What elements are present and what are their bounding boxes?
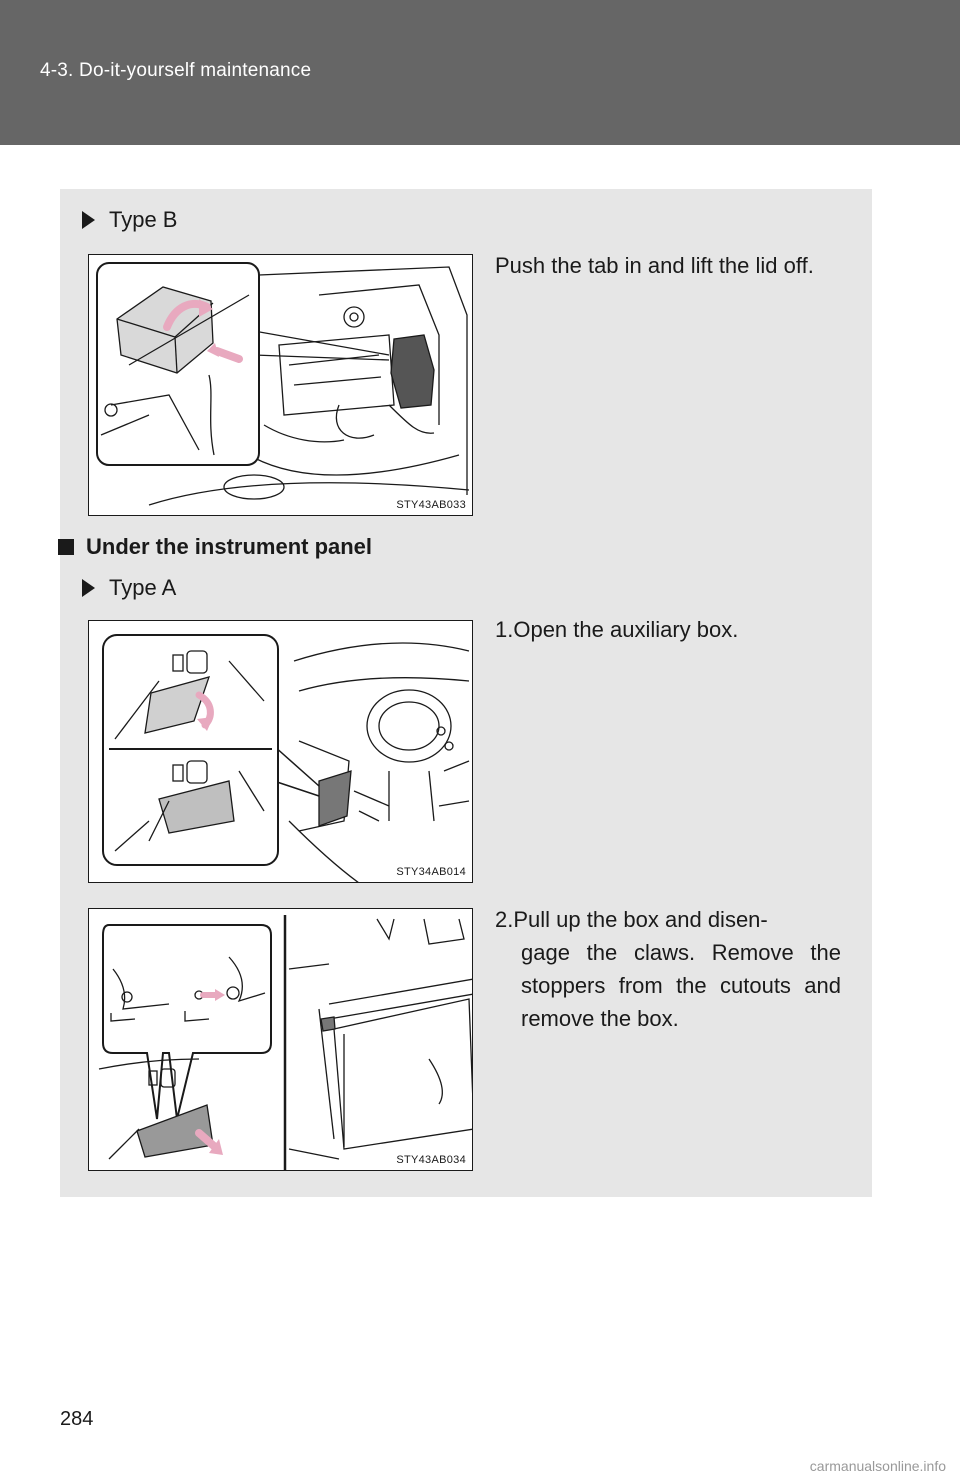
triangle-bullet-icon <box>82 211 95 229</box>
type-a-text: Type A <box>109 575 177 600</box>
triangle-bullet-icon <box>82 579 95 597</box>
page-header <box>0 0 960 145</box>
step-2-line-1: 2.Pull up the box and disen- <box>495 907 768 932</box>
section-heading-text: Under the instrument panel <box>86 534 373 559</box>
type-b-label <box>82 207 177 233</box>
section-heading <box>58 534 372 560</box>
fuse-box-type-b-illustration <box>88 254 473 516</box>
figure-code: STY43AB034 <box>396 1154 466 1166</box>
step-2 <box>495 903 841 1035</box>
watermark: carmanualsonline.info <box>809 1458 946 1474</box>
remove-box-illustration <box>88 908 473 1171</box>
page-number: 284 <box>60 1408 94 1430</box>
dashboard-drawing <box>89 621 473 883</box>
type-a-label <box>82 575 176 601</box>
glove-box-drawing <box>89 909 473 1171</box>
type-b-text: Type B <box>109 207 178 232</box>
section-title: 4-3. Do-it-yourself maintenance <box>40 60 312 81</box>
auxiliary-box-open-illustration <box>88 620 473 883</box>
figure-code: STY34AB014 <box>396 866 466 878</box>
square-bullet-icon <box>58 539 74 555</box>
type-b-instruction: Push the tab in and lift the lid off. <box>495 253 814 278</box>
engine-bay-drawing <box>89 255 473 516</box>
step-1: 1.Open the auxiliary box. <box>495 617 739 642</box>
figure-code: STY43AB033 <box>396 499 466 511</box>
step-2-continuation: gage the claws. Remove the stoppers from the cutouts and remove the box. <box>521 940 841 1031</box>
